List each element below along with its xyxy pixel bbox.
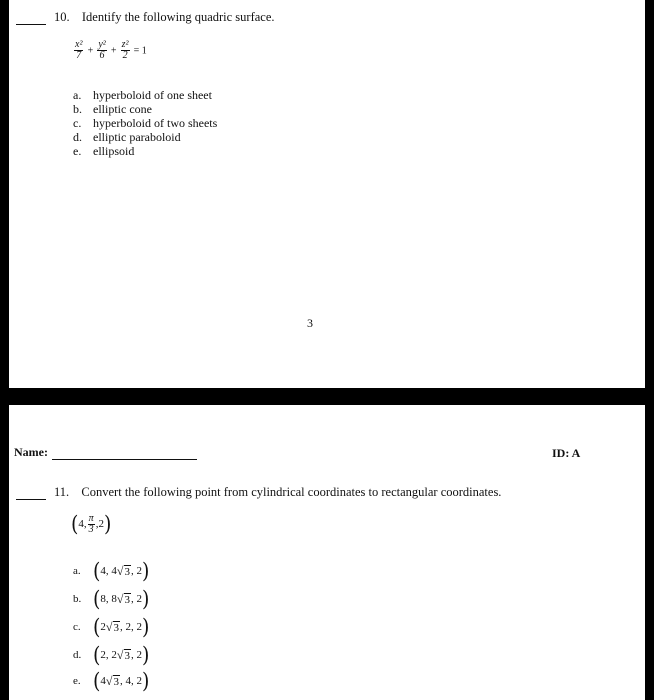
option-11-e[interactable]: e. (4√3, 4, 2) [73, 668, 150, 694]
option-10-a[interactable]: a. hyperboloid of one sheet [73, 88, 212, 102]
equation-equals: = 1 [133, 45, 147, 57]
option-11-b[interactable]: b. (8, 8√3, 2) [73, 586, 150, 612]
equation-term-x: $\frac{\text{x²}}{7}$ [75, 39, 83, 61]
answer-blank-10 [16, 24, 46, 25]
page-number: 3 [307, 316, 313, 330]
exam-page-1 [9, 0, 645, 388]
name-field[interactable] [52, 459, 197, 460]
option-11-d[interactable]: d. (2, 2√3, 2) [73, 642, 150, 668]
option-11-c[interactable]: c. (2√3, 2, 2) [73, 614, 150, 640]
equation-term-z: $\frac{\text{z²}}{2}$ [121, 39, 129, 61]
equation-term-y: $\frac{\text{y²}}{6}$ [98, 39, 106, 61]
question-10-number: 10. [54, 10, 70, 24]
question-11-number: 11. [54, 485, 70, 499]
question-10 [54, 10, 275, 25]
option-10-e[interactable]: e. ellipsoid [73, 144, 135, 158]
cylindrical-point: (4, $\frac{\pi}{3}$ ,2) [71, 511, 112, 537]
option-10-c[interactable]: c. hyperboloid of two sheets [73, 116, 218, 130]
option-11-a[interactable]: a. (4, 4√3, 2) [73, 558, 150, 584]
option-10-b[interactable]: b. elliptic cone [73, 102, 152, 116]
name-label: Name: [14, 445, 48, 459]
option-10-d[interactable]: d. elliptic paraboloid [73, 130, 181, 144]
exam-page-2 [9, 405, 645, 700]
quadric-equation: $\frac{\text{x²}}{7}$ + $\frac{\text{y²}}{6}$ + $\frac{\text{z²}}{2}$ = 1 [75, 39, 147, 61]
answer-blank-11 [16, 499, 46, 500]
question-11-text: Convert the following point from cylindrical coordinates to rectangular coordinates. [81, 485, 502, 499]
question-10-text: Identify the following quadric surface. [81, 10, 275, 24]
theta-fraction: $\frac{\pi}{3}$ [88, 512, 94, 535]
question-11 [54, 485, 501, 500]
id-label: ID: A [552, 446, 581, 460]
